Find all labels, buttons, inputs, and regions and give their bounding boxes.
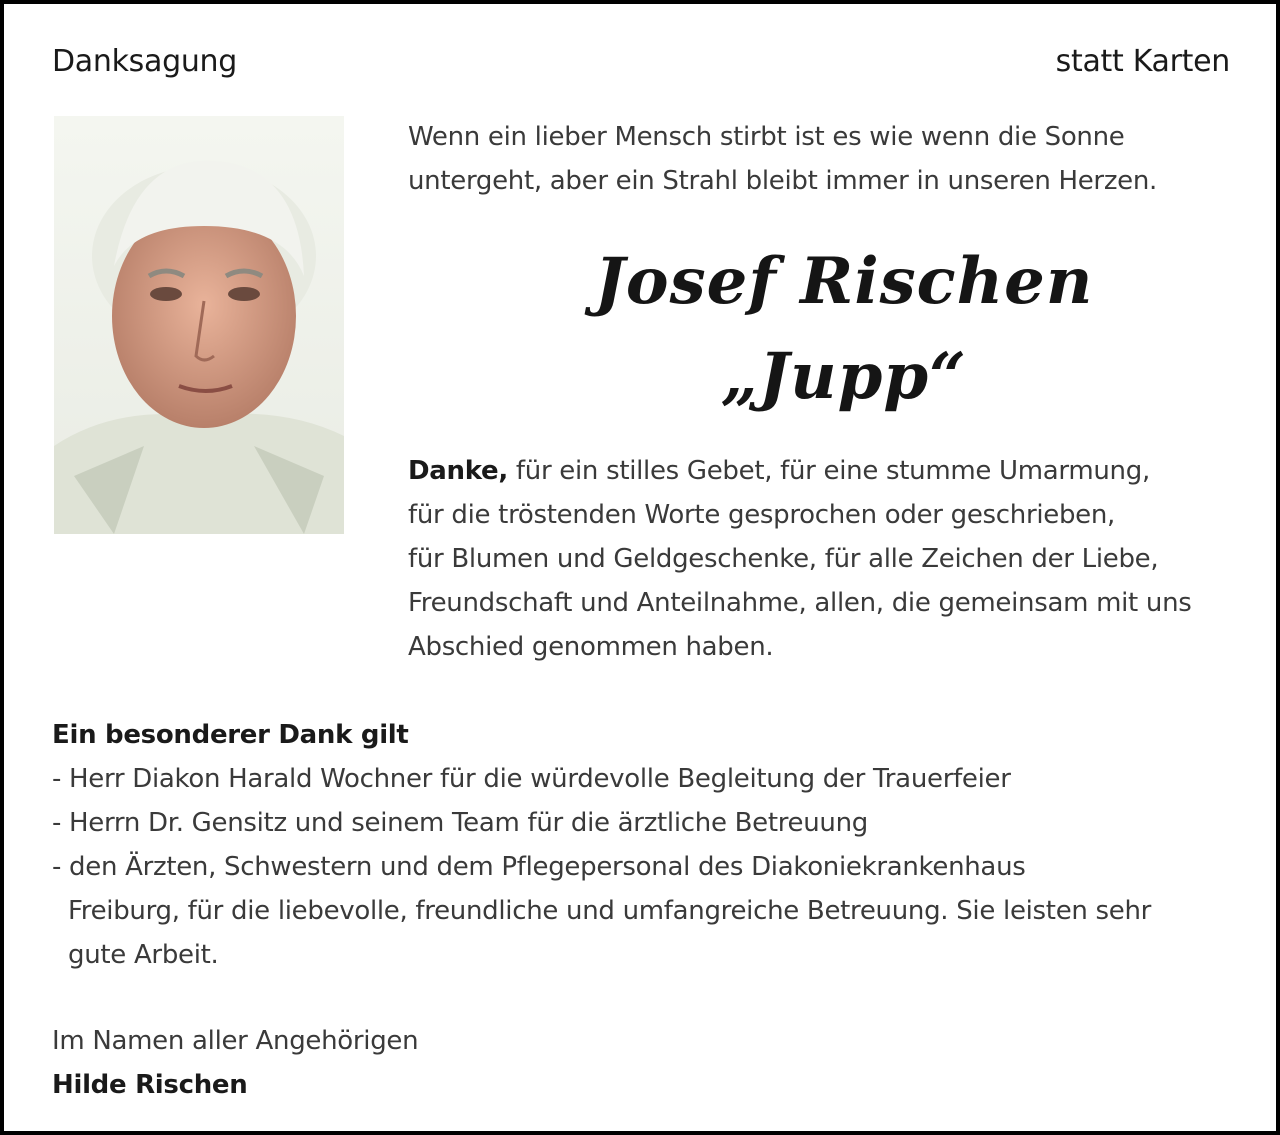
thanks-line: Freundschaft und Anteilnahme, allen, die gemeinsam mit uns [408,588,1192,618]
quote-line-1: Wenn ein lieber Mensch stirbt ist es wie wenn die Sonne [408,122,1125,152]
special-thanks-heading: Ein besonderer Dank gilt [52,720,409,750]
deceased-nickname: „Jupp“ [721,339,967,414]
signature-line: Im Namen aller Angehörigen [52,1026,419,1056]
thanks-line: für ein stilles Gebet, für eine stumme Umarmung, [507,456,1150,486]
thanks-line: Abschied genommen haben. [408,632,774,662]
special-thanks-line: - Herr Diakon Harald Wochner für die würdevolle Begleitung der Trauerfeier [52,764,1011,794]
thanks-line: für Blumen und Geldgeschenke, für alle Zeichen der Liebe, [408,544,1159,574]
signature-name: Hilde Rischen [52,1070,248,1100]
portrait-photo [54,116,344,534]
special-thanks-line: gute Arbeit. [68,940,219,970]
deceased-name: Josef Rischen [594,244,1094,319]
quote-line-2: untergeht, aber ein Strahl bleibt immer in unseren Herzen. [408,166,1158,196]
special-thanks-line: - den Ärzten, Schwestern und dem Pflegepersonal des Diakoniekrankenhaus [52,852,1026,882]
special-thanks-line: Freiburg, für die liebevolle, freundliche und umfangreiche Betreuung. Sie leisten sehr [68,896,1152,926]
thanks-lead: Danke, [408,456,508,486]
header-danksagung: Danksagung [52,44,237,79]
thanks-line: für die tröstenden Worte gesprochen oder geschrieben, [408,500,1116,530]
header-statt-karten: statt Karten [1055,44,1230,79]
special-thanks-line: - Herrn Dr. Gensitz und seinem Team für die ärztliche Betreuung [52,808,868,838]
